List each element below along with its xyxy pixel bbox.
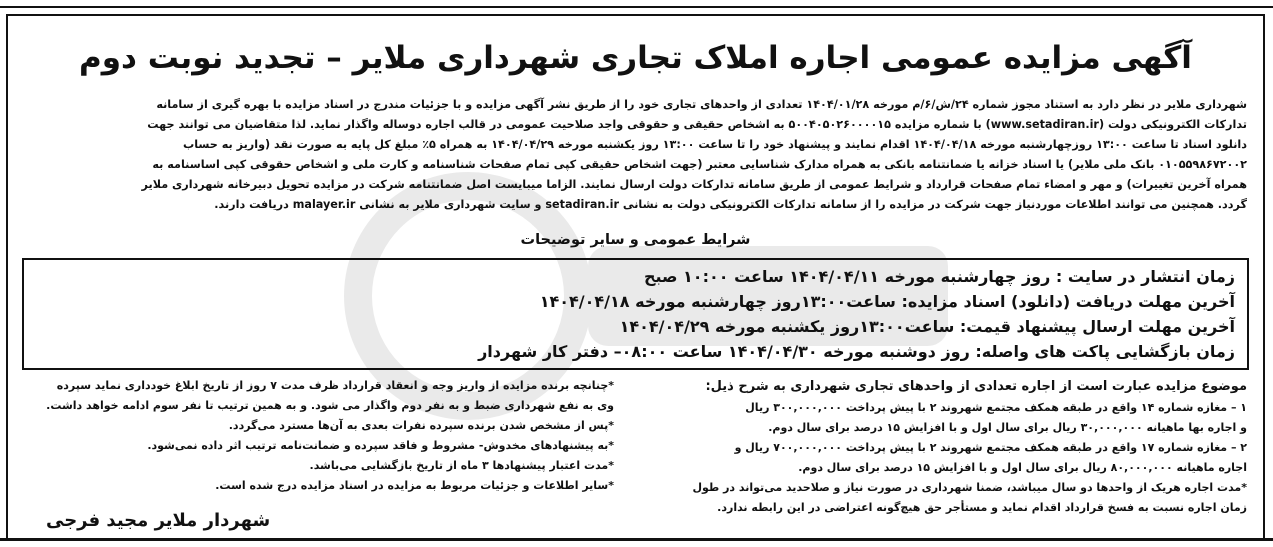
conditions-column xyxy=(24,376,614,496)
date-line-download-deadline: آخرین مهلت دریافت (دانلود) اسناد مزایده: ساعت۱۳:۰۰روز چهارشنبه مورخه ۱۴۰۴/۰۴/۱۸ xyxy=(539,292,1235,311)
intro-line: شهرداری ملایر در نظر دارد به استناد مجوز شماره ۲۴/ش/۶/م مورخه ۱۴۰۴/۰۱/۲۸ تعدادی از واحدهای تجاری خود را از طریق نشر آگهی مزایده و با جزئیات مندرج در اسناد مزایده با بهره گیری از سامانه xyxy=(156,98,1247,111)
date-line-bid-deadline: آخرین مهلت ارسال پیشنهاد قیمت: ساعت۱۳:۰۰روز یکشنبه مورخه ۱۴۰۴/۰۴/۲۹ xyxy=(619,317,1235,336)
condition-line: *پس از مشخص شدن برنده سپرده نفرات بعدی به آن‌ها مسترد می‌گردد. xyxy=(228,419,614,432)
intro-line: دانلود اسناد تا ساعت ۱۳:۰۰ روزچهارشنبه مورخه ۱۴۰۴/۰۴/۱۸ اقدام نمایند و پیشنهاد خود را تا ساعت ۱۳:۰۰ روز یکشنبه مورخه ۱۴۰۴/۰۴/۲۹ به همراه ۵٪ مبلغ کل پایه به صورت نقد (واریز به حساب xyxy=(182,138,1247,151)
subject-line: ۲ – مغازه شماره ۱۷ واقع در طبقه همکف مجتمع شهروند ۲ با پیش پرداخت ۷۰۰,۰۰۰,۰۰۰ ریال و xyxy=(734,441,1247,454)
subject-line: ۱ – مغازه شماره ۱۴ واقع در طبقه همکف مجتمع شهروند ۲ با پیش پرداخت ۳۰۰,۰۰۰,۰۰۰ ریال xyxy=(745,401,1247,414)
bottom-rule xyxy=(0,538,1273,547)
subject-line: *مدت اجاره هریک از واحدها دو سال میباشد، ضمنا شهرداری در صورت نیاز و صلاحدید می‌تواند در طول xyxy=(692,481,1247,494)
intro-line: همراه آخرین تغییرات) و مهر و امضاء تمام صفحات قرارداد و شرایط عمومی از طریق سامانه تدارکات دولت ارسال نمایند. الزاما میبایست اصل ضمانتنامه شرکت در مزایده تحویل دبیرخانه شهرداری ملایر xyxy=(141,178,1247,191)
subject-column xyxy=(632,376,1247,518)
conditions-heading: شرایط عمومی و سایر توضیحات xyxy=(520,232,751,248)
notice-frame xyxy=(6,14,1265,540)
notice-title: آگهی مزایده عمومی اجاره املاک تجاری شهرداری ملایر – تجدید نوبت دوم xyxy=(79,40,1192,76)
intro-paragraph xyxy=(24,95,1247,215)
intro-line: گردد. همچنین می توانند اطلاعات موردنیاز جهت شرکت در مزایده را از سامانه تدارکات الکترونیکی دولت به نشانی setadiran.ir و سایت شهرداری ملایر به نشانی malayer.ir دریافت دارند. xyxy=(214,198,1247,211)
condition-line: وی به نفع شهرداری ضبط و به نفر دوم واگذار می شود. و به همین ترتیب تا نفر سوم ادامه خواهد داشت. xyxy=(46,399,614,412)
condition-line: *چنانچه برنده مزایده از واریز وجه و انعقاد قرارداد ظرف مدت ۷ روز از تاریخ ابلاغ خودداری نماید سپرده xyxy=(56,379,614,392)
condition-line: *سایر اطلاعات و جزئیات مربوط به مزایده در اسناد مزایده درج شده است. xyxy=(215,479,614,492)
condition-line: *به پیشنهادهای مخدوش- مشروط و فاقد سپرده و ضمانت‌نامه ترتیب اثر داده نمی‌شود. xyxy=(147,439,614,452)
date-line-publish: زمان انتشار در سایت : روز چهارشنبه مورخه ۱۴۰۴/۰۴/۱۱ ساعت ۱۰:۰۰ صبح xyxy=(643,267,1235,286)
subject-line: اجاره ماهیانه ۸۰,۰۰۰,۰۰۰ ریال برای سال اول و با افزایش ۱۵ درصد برای سال دوم. xyxy=(798,461,1247,474)
dates-box xyxy=(22,258,1249,370)
intro-line: تدارکات الکترونیکی دولت (www.setadiran.ir) با شماره مزایده ۵۰۰۴۰۵۰۲۶۰۰۰۰۱۵ به اشخاص حقیقی و حقوقی واجد صلاحیت عمومی در قالب اجاره دوساله واگذار نماید. لذا متقاضیان می توانند جهت xyxy=(147,118,1247,131)
subject-line: زمان اجاره نسبت به فسخ قرارداد اقدام نماید و مستأجر حق هیچ‌گونه اعتراضی در این رابطه ندارد. xyxy=(717,501,1247,514)
subject-heading: موضوع مزایده عبارت است از اجاره تعدادی از واحدهای تجاری شهرداری به شرح ذیل: xyxy=(705,379,1247,394)
date-line-opening: زمان بازگشایی پاکت های واصله: روز دوشنبه مورخه ۱۴۰۴/۰۴/۳۰ ساعت ۰۸:۰۰– دفتر کار شهردار xyxy=(478,342,1235,361)
top-rule xyxy=(0,0,1273,8)
signature: شهردار ملایر مجید فرجی xyxy=(46,510,271,531)
subject-line: و اجاره بها ماهیانه ۳۰,۰۰۰,۰۰۰ ریال برای سال اول و با افزایش ۱۵ درصد برای سال دوم. xyxy=(768,421,1247,434)
intro-line: ۰۱۰۵۵۹۸۶۷۲۰۰۲ بانک ملی ملایر) یا اسناد خزانه یا ضمانتنامه بانکی به همراه مدارک شناسایی معتبر (جهت اشخاص حقیقی کپی تمام صفحات شناسنامه و کارت ملی و اشخاص حقوقی کپی اساسنامه به xyxy=(152,158,1247,171)
condition-line: *مدت اعتبار پیشنهادها ۳ ماه از تاریخ بازگشایی می‌باشد. xyxy=(309,459,614,472)
